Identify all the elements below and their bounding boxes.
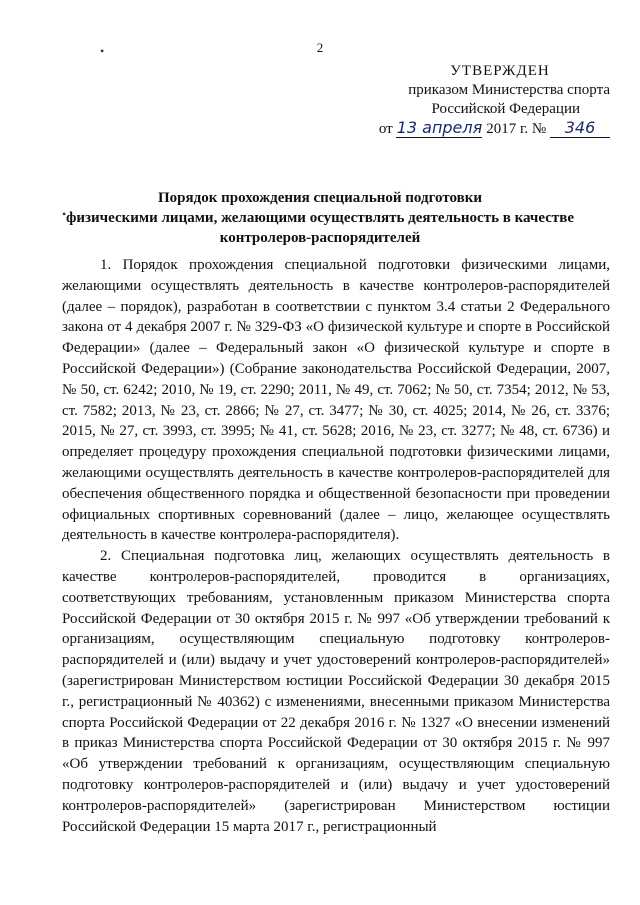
from-label: от [378,121,393,137]
title-line-2: физическими лицами, желающими осуществлять деятельность в качестве [65,210,575,226]
handwritten-date: 13 апреля [396,118,483,137]
paragraph-1: 1. Порядок прохождения специальной подготовки физическими лицами, желающими осуществлять деятельность в качестве контролеров-распорядителей (далее – порядок), разработан в соответствии с пунктом 3.4 статьи 2 Федерального закона от 4 декабря 2007 г. № 329-ФЗ «О физической культуре и спорте в Российской Федерации» (далее – Федеральный закон «О физической культуре и спорте в Российской Федерации») (Собрание законодательства Российской Федерации, 2007, № 50, ст. 6242; 2010, № 19, ст. 2290; 2011, № 49, ст. 7062; № 50, ст. 7354; 2012, № 53, ст. 7582; 2013, № 23, ст. 2866; № 27, ст. 3477; № 30, ст. 4025; 2014, № 26, ст. 3376; 2015, № 27, ст. 3993, ст. 3995; № 41, ст. 5628; 2016, № 23, ст. 3277; № 48, ст. 6736) и определяет процедуру прохождения специальной подготовки физическими лицами, желающими осуществлять деятельность в качестве контролеров-распорядителей для обеспечения общественного порядка и общественной безопасности при проведении официальных спортивных соревнований (далее – лицо, желающее осуществлять деятельность в качестве контролера-распорядителя). [62,257,610,544]
scan-speck: • [62,207,67,221]
paragraph-2: 2. Специальная подготовка лиц, желающих осуществлять деятельность в качестве контролеров-распорядителей, проводится в организациях, соответствующих требованиям, установленным приказом Министерства спорта Российской Федерации от 30 октября 2015 г. № 997 «Об утверждении требований к организациям, осуществляющим специальную подготовку контролеров-распорядителей и (или) выдачу и учет удостоверений контролеров-распорядителей» (зарегистрирован Министерством юстиции Российской Федерации 30 декабря 2015 г., регистрационный № 40362) с изменениями, внесенными приказом Министерства спорта Российской Федерации от 22 декабря 2016 г. № 1327 «О внесении изменений в приказ Министерства спорта Российской Федерации от 30 октября 2015 г. № 997 «Об утверждении требований к организациям, осуществляющим специальную подготовку контролеров-распорядителей и (или) выдачу и учет удостоверений контролеров-распорядителей» (зарегистрирован Министерством юстиции Российской Федерации 15 марта 2017 г., регистрационный [62,548,610,835]
document-title [60,188,580,248]
scan-speck: • [100,44,105,58]
page-number: 2 [316,40,324,55]
title-line-1: Порядок прохождения специальной подготовки [157,190,483,206]
title-line-3: контролеров-распорядителей [219,230,421,246]
approval-line-2: Российской Федерации [431,101,580,117]
year-number-label: 2017 г. № [486,121,547,137]
document-body [62,255,610,837]
approval-block [350,62,610,139]
approval-line-1: приказом Министерства спорта [408,82,610,98]
handwritten-order-number: 346 [550,119,610,138]
approval-heading: УТВЕРЖДЕН [450,63,550,79]
approval-order-line [350,119,610,139]
